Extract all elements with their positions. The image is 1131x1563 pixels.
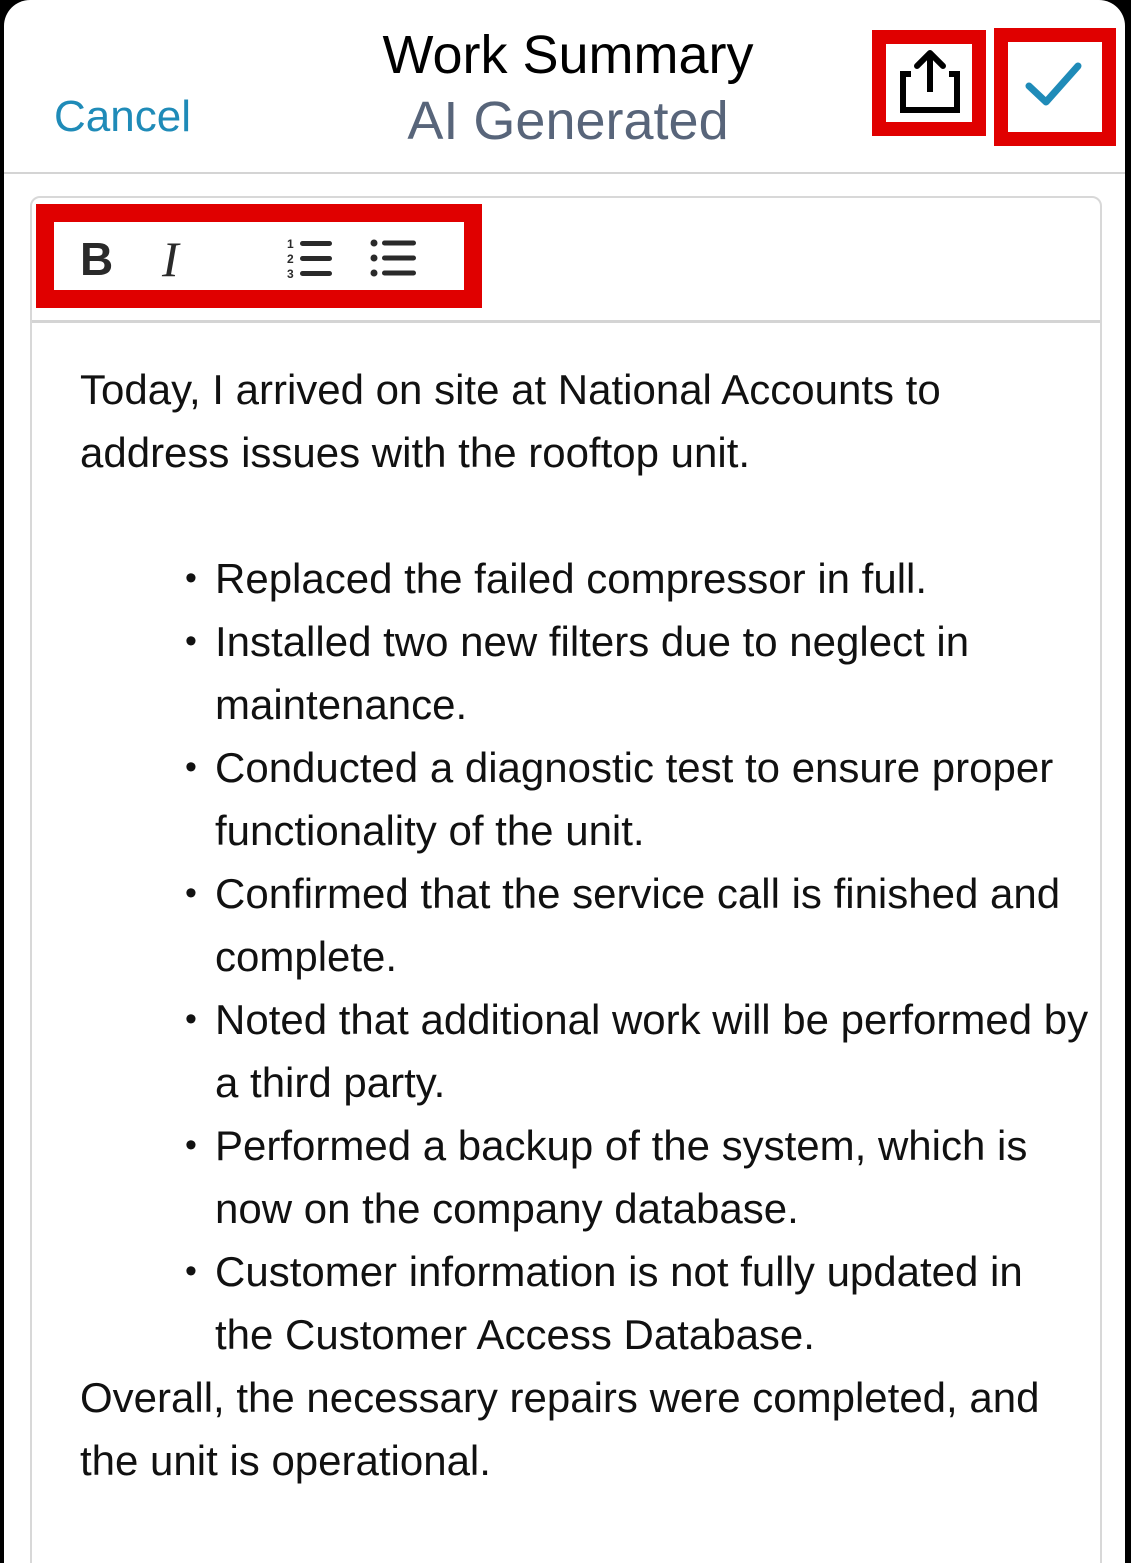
formatting-toolbar-area (32, 198, 1100, 323)
list-item: • Installed two new filters due to neglect in maintenance. (215, 610, 1090, 736)
page-subtitle: AI Generated (407, 91, 729, 151)
page-title: Work Summary (382, 25, 754, 85)
summary-text[interactable] (80, 358, 1090, 1492)
rich-text-editor[interactable] (30, 196, 1102, 1563)
svg-text:3: 3 (287, 267, 294, 281)
bulleted-list-button[interactable] (370, 236, 418, 282)
nav-header (4, 0, 1125, 174)
svg-text:2: 2 (287, 252, 294, 266)
share-icon (886, 44, 972, 122)
list-item: • Confirmed that the service call is finished and complete. (215, 862, 1090, 988)
svg-text:1: 1 (287, 237, 294, 251)
done-button[interactable] (994, 28, 1116, 146)
italic-button[interactable]: I (162, 231, 179, 287)
list-item: • Replaced the failed compressor in full. (215, 547, 1090, 610)
formatting-toolbar (36, 204, 482, 308)
list-item: • Noted that additional work will be performed by a third party. (215, 988, 1090, 1114)
blank-line (80, 484, 1090, 547)
conclusion-paragraph: Overall, the necessary repairs were completed, and the unit is operational. (80, 1374, 1040, 1484)
bulleted-list-icon (370, 236, 418, 282)
numbered-list-button[interactable] (286, 236, 334, 282)
intro-paragraph: Today, I arrived on site at National Accounts to address issues with the rooftop unit. (80, 366, 941, 476)
checkmark-icon (1008, 42, 1102, 132)
list-item: • Performed a backup of the system, which is now on the company database. (215, 1114, 1090, 1240)
list-item: • Conducted a diagnostic test to ensure proper functionality of the unit. (215, 736, 1090, 862)
list-item: • Customer information is not fully updated in the Customer Access Database. (215, 1240, 1090, 1366)
work-summary-screen (4, 0, 1125, 1563)
numbered-list-icon (286, 236, 334, 282)
bold-button[interactable]: B (80, 233, 114, 285)
cancel-button[interactable]: Cancel (54, 92, 191, 141)
share-button[interactable] (872, 30, 986, 136)
bulleted-list (80, 547, 1090, 1366)
